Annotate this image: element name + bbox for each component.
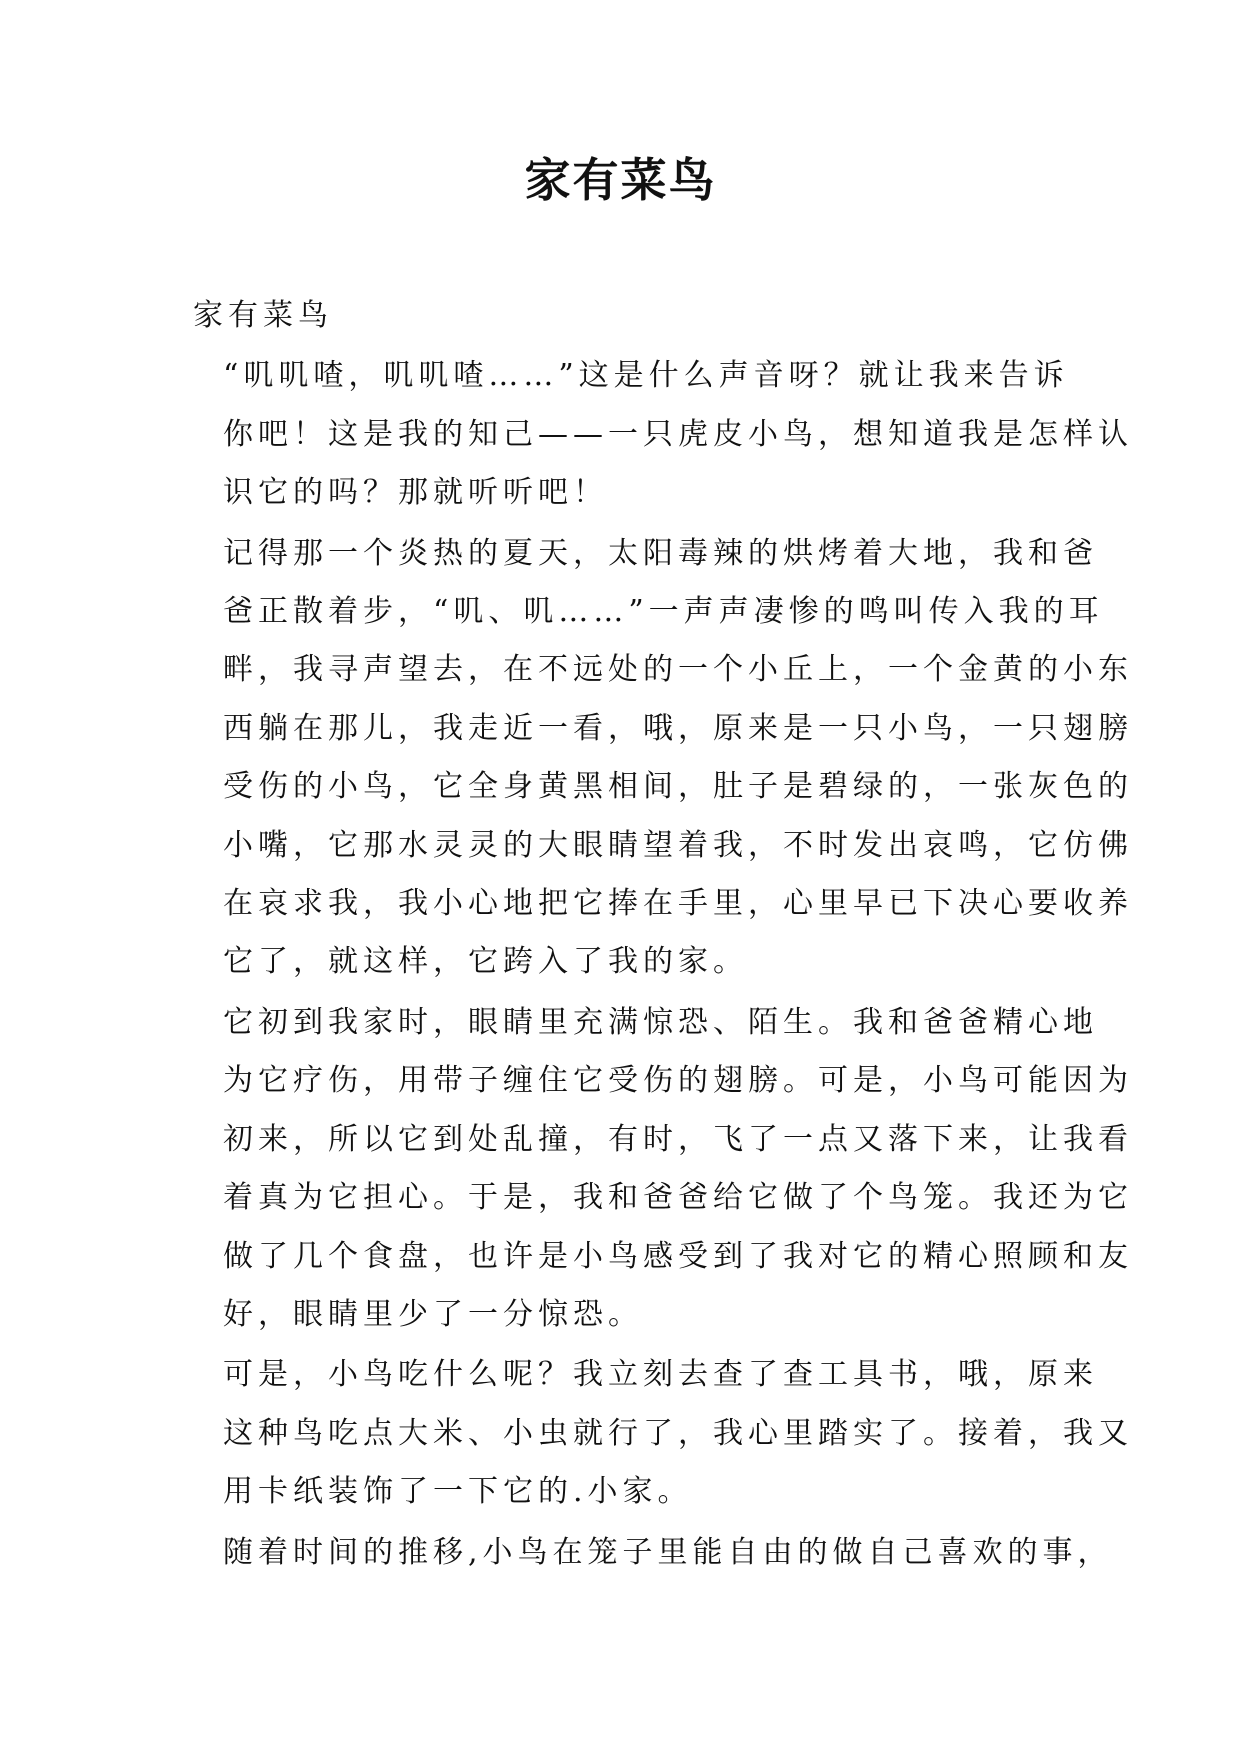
paragraph-5 (193, 1524, 1113, 1582)
text-line: 它初到我家时，眼睛里充满惊恐、陌生。我和爸爸精心地 (223, 1004, 1098, 1040)
text-line: 用卡纸装饰了一下它的.小家。 (223, 1474, 693, 1510)
document-body (193, 287, 1133, 1584)
paragraph-3 (193, 994, 1133, 1344)
text-line: 记得那一个炎热的夏天，太阳毒辣的烘烤着大地，我和爸 (223, 535, 1098, 571)
text-line: 着真为它担心。于是，我和爸爸给它做了个鸟笼。我还为它 (223, 1180, 1133, 1216)
text-line: 好，眼睛里少了一分惊恐。 (223, 1296, 643, 1332)
paragraph-2 (193, 525, 1133, 992)
document-subtitle: 家有菜鸟 (193, 298, 333, 333)
text-line: 在哀求我，我小心地把它捧在手里，心里早已下决心要收养 (223, 886, 1133, 922)
text-line: 做了几个食盘，也许是小鸟感受到了我对它的精心照顾和友 (223, 1238, 1133, 1274)
text-line: 西躺在那儿，我走近一看，哦，原来是一只小鸟，一只翅膀 (223, 710, 1133, 746)
paragraph-1 (193, 347, 1133, 522)
text-line: 初来，所以它到处乱撞，有时，飞了一点又落下来，让我看 (223, 1121, 1133, 1157)
text-line: 为它疗伤，用带子缠住它受伤的翅膀。可是，小鸟可能因为 (223, 1063, 1133, 1099)
document-title: 家有菜鸟 (524, 153, 717, 207)
text-line: 受伤的小鸟，它全身黄黑相间，肚子是碧绿的，一张灰色的 (223, 769, 1133, 805)
text-line: “叽叽喳，叽叽喳……”这是什么声音呀？就让我来告诉 (223, 358, 1069, 394)
text-line: 这种鸟吃点大米、小虫就行了，我心里踏实了。接着，我又 (223, 1415, 1133, 1451)
text-line: 小嘴，它那水灵灵的大眼睛望着我，不时发出哀鸣，它仿佛 (223, 827, 1133, 863)
paragraph-4 (193, 1346, 1133, 1521)
text-line: 爸正散着步，“叽、叽……”一声声凄惨的鸣叫传入我的耳 (223, 594, 1104, 630)
text-line: 你吧！这是我的知己——一只虎皮小鸟，想知道我是怎样认 (223, 416, 1133, 452)
text-line: 它了，就这样，它跨入了我的家。 (223, 944, 748, 980)
text-line: 识它的吗？那就听听吧！ (223, 475, 608, 511)
text-line: 畔，我寻声望去，在不远处的一个小丘上，一个金黄的小东 (223, 652, 1133, 688)
text-line: 可是，小鸟吃什么呢？我立刻去查了查工具书，哦，原来 (223, 1357, 1098, 1393)
text-line: 随着时间的推移,小鸟在笼子里能自由的做自己喜欢的事， (223, 1534, 1113, 1570)
